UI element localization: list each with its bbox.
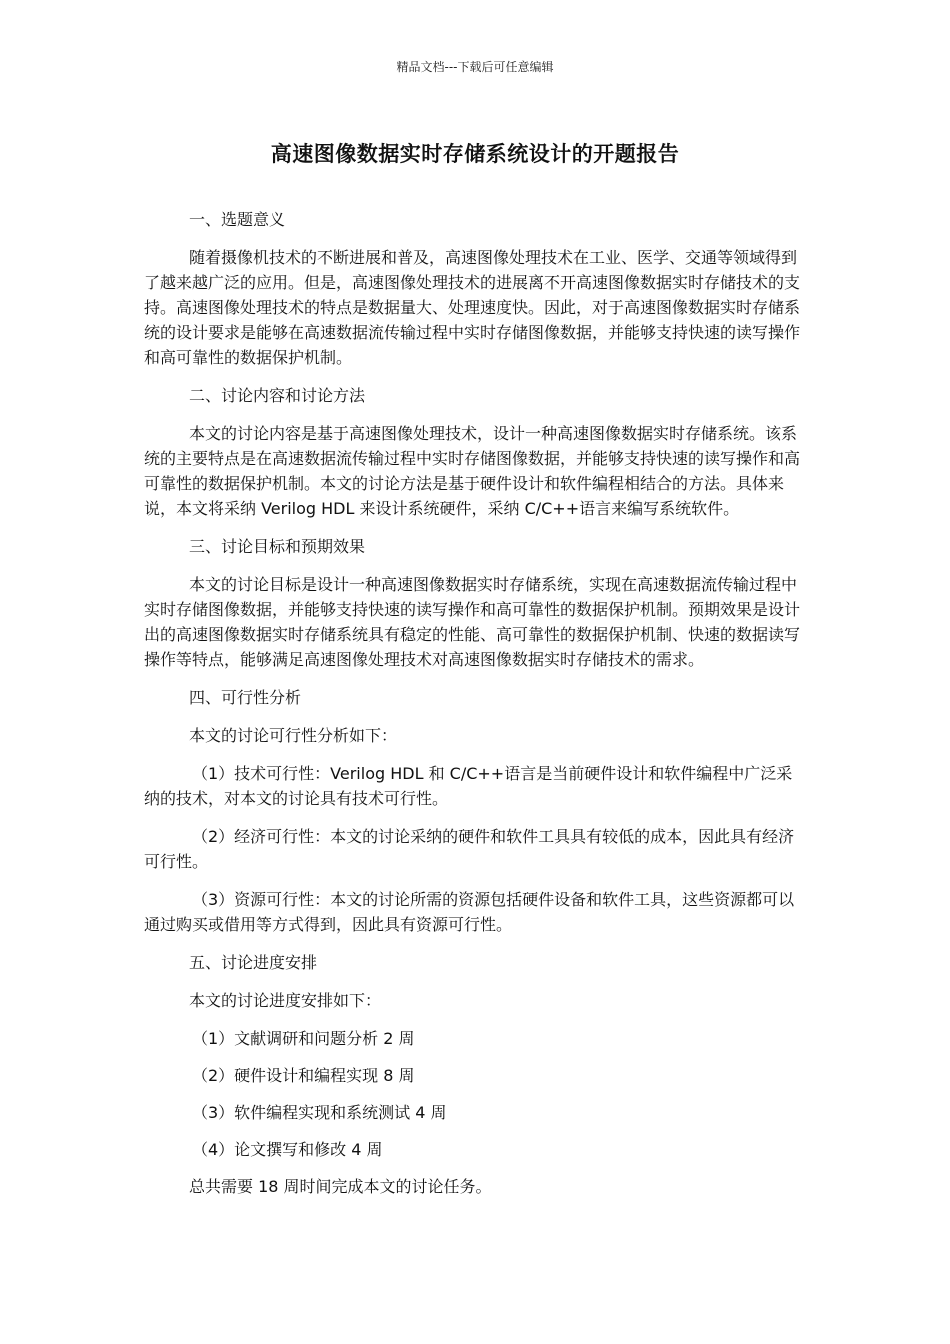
paragraph-content-method: 本文的讨论内容是基于高速图像处理技术，设计一种高速图像数据实时存储系统。该系统的主要特点是在高速数据流传输过程中实时存储图像数据，并能够支持快速的读写操作和高可靠性的数据保护机制。本文的讨论方法是基于硬件设计和软件编程相结合的方法。具体来说，本文将采纳 Verilog HDL 来设计系统硬件，采纳 C/C++语言来编写系统软件。 — [144, 424, 801, 518]
document-title: 高速图像数据实时存储系统设计的开题报告 — [270, 142, 680, 166]
section-heading-goals: 三、讨论目标和预期效果 — [189, 537, 366, 556]
section-heading-feasibility: 四、可行性分析 — [189, 688, 302, 707]
feasibility-intro: 本文的讨论可行性分析如下： — [189, 726, 398, 745]
schedule-item: （4）论文撰写和修改 4 周 — [192, 1140, 383, 1159]
schedule-item: （3）软件编程实现和系统测试 4 周 — [192, 1103, 447, 1122]
paragraph-significance: 随着摄像机技术的不断进展和普及，高速图像处理技术在工业、医学、交通等领域得到了越来越广泛的应用。但是，高速图像处理技术的进展离不开高速图像数据实时存储技术的支持。高速图像处理技术的特点是数据量大、处理速度快。因此，对于高速图像数据实时存储系统的设计要求是能够在高速数据流传输过程中实时存储图像数据，并能够支持快速的读写操作和高可靠性的数据保护机制。 — [144, 248, 801, 367]
schedule-intro: 本文的讨论进度安排如下： — [189, 991, 382, 1010]
document-body — [144, 207, 808, 1212]
schedule-item: （1）文献调研和问题分析 2 周 — [192, 1029, 415, 1048]
paragraph-goals: 本文的讨论目标是设计一种高速图像数据实时存储系统，实现在高速数据流传输过程中实时存储图像数据，并能够支持快速的读写操作和高可靠性的数据保护机制。预期效果是设计出的高速图像数据实时存储系统具有稳定的性能、高可靠性的数据保护机制、快速的数据读写操作等特点，能够满足高速图像处理技术对高速图像数据实时存储技术的需求。 — [144, 575, 801, 669]
page-header: 精品文档---下载后可任意编辑 — [396, 60, 554, 74]
schedule-item: （2）硬件设计和编程实现 8 周 — [192, 1066, 415, 1085]
feasibility-item: （1）技术可行性：Verilog HDL 和 C/C++语言是当前硬件设计和软件编程中广泛采纳的技术，对本文的讨论具有技术可行性。 — [144, 764, 793, 808]
section-heading-significance: 一、选题意义 — [189, 210, 286, 229]
section-heading-content-method: 二、讨论内容和讨论方法 — [189, 386, 366, 405]
schedule-summary: 总共需要 18 周时间完成本文的讨论任务。 — [189, 1177, 492, 1196]
feasibility-item: （2）经济可行性：本文的讨论采纳的硬件和软件工具具有较低的成本，因此具有经济可行性。 — [144, 827, 795, 871]
section-heading-schedule: 五、讨论进度安排 — [189, 953, 318, 972]
feasibility-item: （3）资源可行性：本文的讨论所需的资源包括硬件设备和软件工具，这些资源都可以通过购买或借用等方式得到，因此具有资源可行性。 — [144, 890, 795, 934]
